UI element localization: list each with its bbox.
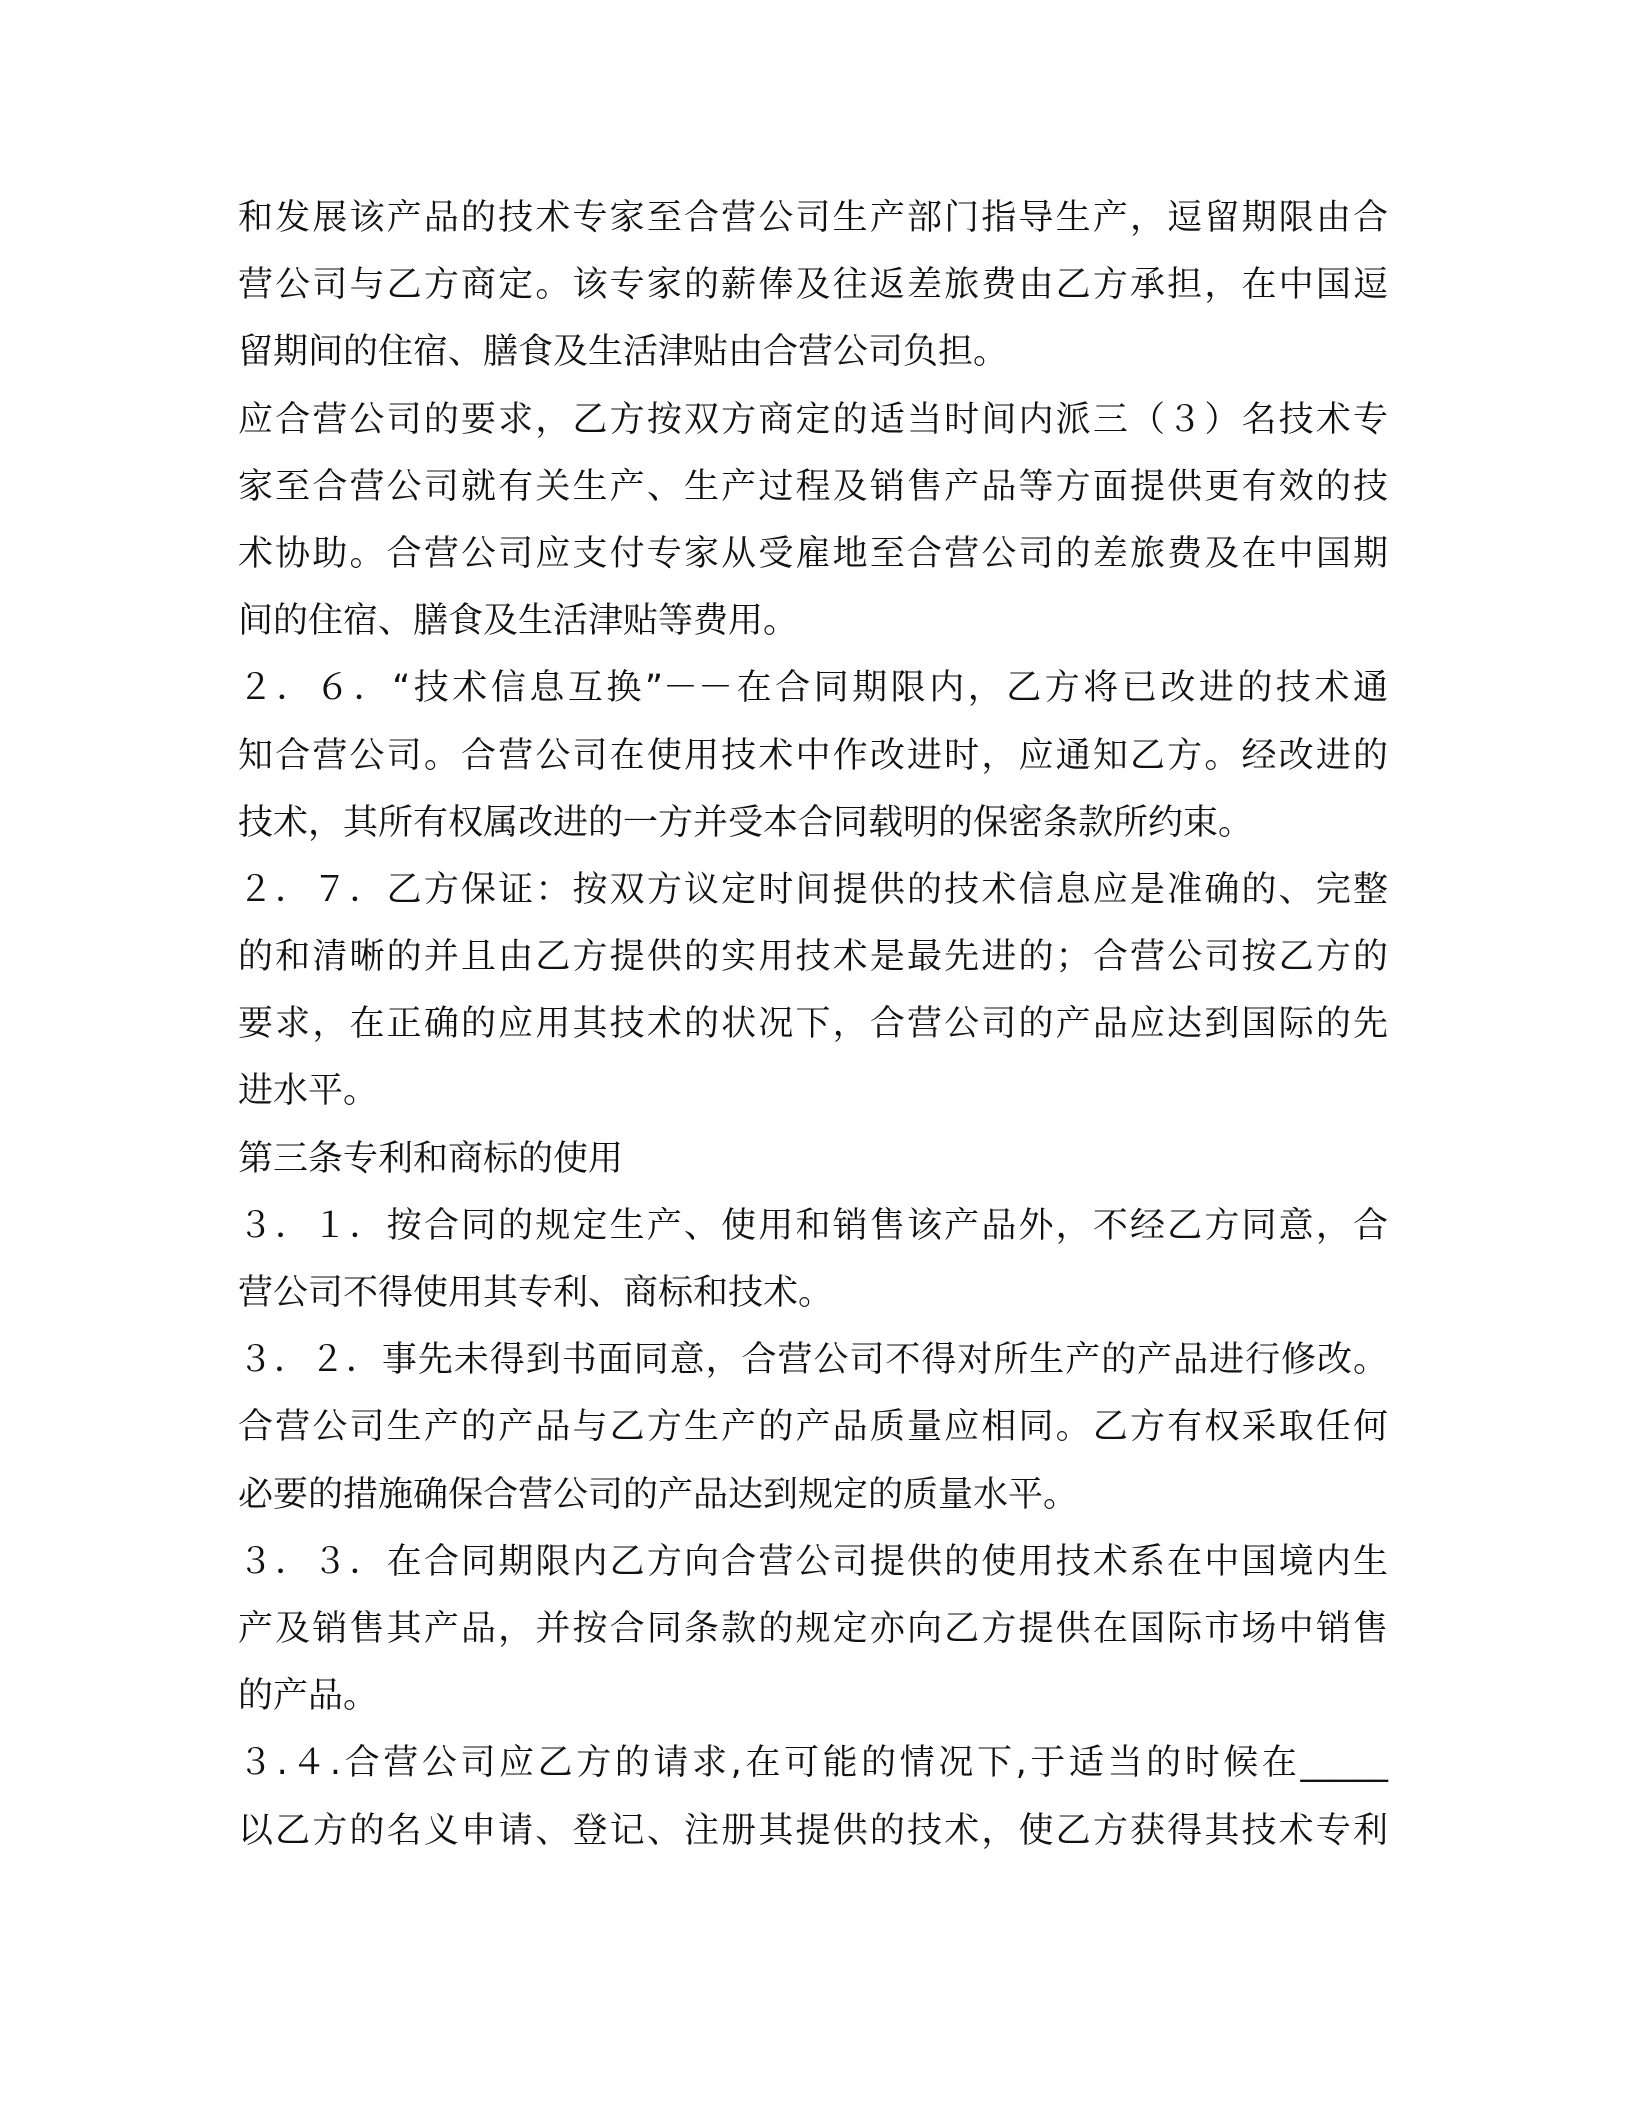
text-line: 留期间的住宿、膳食及生活津贴由合营公司负担。 [238,332,1009,373]
text-line: ３．３．在合同期限内乙方向合营公司提供的使用技术系在中国境内生 [238,1541,1388,1582]
text-line: 营公司与乙方商定。该专家的薪俸及往返差旅费由乙方承担，在中国逗 [238,265,1388,306]
text-line: ３.４.合营公司应乙方的请求,在可能的情况下,于适当的时候在_____ [238,1743,1388,1784]
text-line: 家至合营公司就有关生产、生产过程及销售产品等方面提供更有效的技 [238,466,1388,507]
text-line: 进水平。 [238,1071,379,1112]
text-line: 间的住宿、膳食及生活津贴等费用。 [238,601,799,642]
text-line: 和发展该产品的技术专家至合营公司生产部门指导生产，逗留期限由合 [238,198,1388,238]
text-line: 应合营公司的要求，乙方按双方商定的适当时间内派三（３）名技术专 [238,399,1388,440]
text-line: 技术，其所有权属改进的一方并受本合同载明的保密条款所约束。 [238,802,1254,843]
text-line: 营公司不得使用其专利、商标和技术。 [238,1273,834,1313]
text-line: 产及销售其产品，并按合同条款的规定亦向乙方提供在国际市场中销售 [238,1608,1388,1649]
text-line: 第三条专利和商标的使用 [238,1138,624,1179]
text-line: ２．７．乙方保证：按双方议定时间提供的技术信息应是准确的、完整 [238,869,1388,910]
text-line: 必要的措施确保合营公司的产品达到规定的质量水平。 [238,1474,1079,1515]
text-line: 以乙方的名义申请、登记、注册其提供的技术，使乙方获得其技术专利 [238,1810,1388,1851]
text-line: 要求，在正确的应用其技术的状况下，合营公司的产品应达到国际的先 [238,1004,1388,1045]
text-line: ３．１．按合同的规定生产、使用和销售该产品外，不经乙方同意，合 [238,1205,1388,1246]
text-line: 的和清晰的并且由乙方提供的实用技术是最先进的；合营公司按乙方的 [238,937,1388,978]
text-line: 术协助。合营公司应支付专家从受雇地至合营公司的差旅费及在中国期 [238,533,1388,574]
text-line: 合营公司生产的产品与乙方生产的产品质量应相同。乙方有权采取任何 [238,1407,1388,1448]
text-line: 的产品。 [238,1676,379,1717]
text-line: ２．６．“技术信息互换”－－在合同期限内，乙方将已改进的技术通 [238,668,1388,709]
text-line: ３．２．事先未得到书面同意，合营公司不得对所生产的产品进行修改。 [238,1340,1388,1381]
text-line: 知合营公司。合营公司在使用技术中作改进时，应通知乙方。经改进的 [238,735,1388,776]
document-body [238,185,1388,1865]
